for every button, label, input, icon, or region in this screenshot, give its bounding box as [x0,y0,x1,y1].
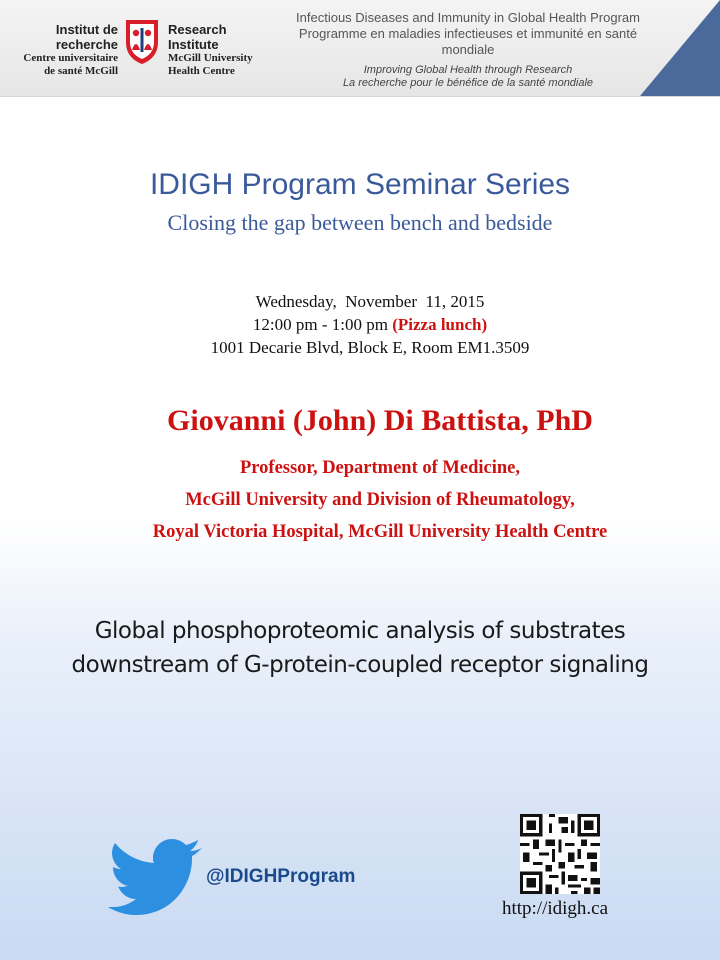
website-link[interactable]: http://idigh.ca [501,898,609,919]
logo-left-line3: Centre universitaire [23,52,118,64]
twitter-bird-icon[interactable] [108,838,204,918]
twitter-handle[interactable]: @IDIGHProgram [206,866,356,887]
talk-title-line2: downstream of G-protein-coupled receptor signaling [71,652,649,678]
event-time-line [170,313,570,336]
program-name-french: Programme en maladies infectieuses et immunité en santé mondiale [298,26,638,57]
seminar-series-title: IDIGH Program Seminar Series [149,168,571,201]
speaker-name: Giovanni (John) Di Battista, PhD [167,404,593,437]
rimuhc-english-name [168,22,278,78]
logo-left-line1: Institut de [55,22,118,37]
seminar-series-subtitle: Closing the gap between bench and bedside [167,210,553,235]
talk-title-line1: Global phosphoproteomic analysis of substrates [94,618,626,644]
logo-left-line2: recherche [55,37,118,52]
logo-right-line3: McGill University [168,52,253,64]
event-lunch-note: (Pizza lunch) [392,315,488,334]
logo-right-line4: Health Centre [168,65,235,77]
event-date: Wednesday, November 11, 2015 [255,292,485,311]
program-name-english: Infectious Diseases and Immunity in Global Health Program [296,10,640,25]
event-time: 12:00 pm - 1:00 pm [252,315,388,334]
speaker-affiliation-line2: McGill University and Division of Rheumatology, [185,490,575,510]
program-name-block [278,10,658,90]
logo-right-line1: Research [168,22,227,37]
speaker-affiliation-line3: Royal Victoria Hospital, McGill University Health Centre [152,522,608,542]
speaker-affiliation-line1: Professor, Department of Medicine, [239,458,520,478]
header-band [0,0,720,97]
rimuhc-french-name [18,22,118,78]
logo-right-line2: Institute [168,37,219,52]
event-details [170,290,570,359]
qr-code-icon [520,814,600,894]
program-tagline-french: La recherche pour le bénéfice de la santé mondiale [342,77,594,89]
speaker-affiliation [0,452,720,548]
talk-title [0,614,720,682]
program-tagline-english: Improving Global Health through Research [363,64,573,76]
logo-left-line4: de santé McGill [44,65,118,77]
event-location: 1001 Decarie Blvd, Block E, Room EM1.3509 [210,338,530,357]
rimuhc-emblem-icon [122,16,162,66]
header-triangle-decoration [640,0,720,96]
